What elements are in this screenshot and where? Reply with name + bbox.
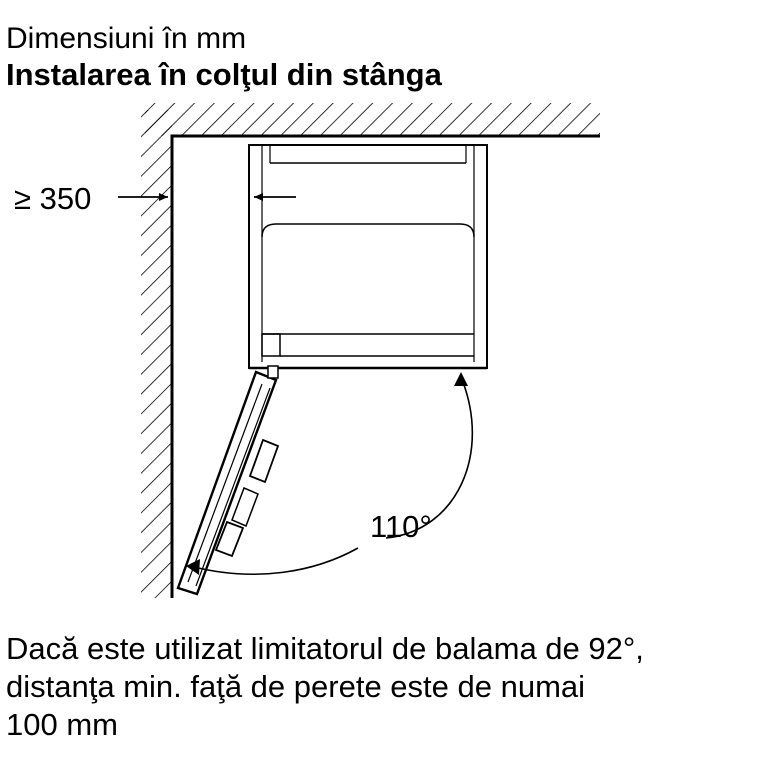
note-line-1: Dacă este utilizat limitatorul de balama de 92°, [6,631,644,666]
hinge-limiter-note [6,630,758,744]
note-line-2: distanţa min. faţă de perete este de numai [6,669,586,704]
opening-angle-label: 110° [370,509,432,544]
page-title: Instalarea în colţul din stânga [6,57,442,92]
dimensions-unit-label: Dimensiuni în mm [6,22,247,55]
note-line-3: 100 mm [6,707,118,742]
min-distance-label: ≥ 350 [14,181,92,216]
